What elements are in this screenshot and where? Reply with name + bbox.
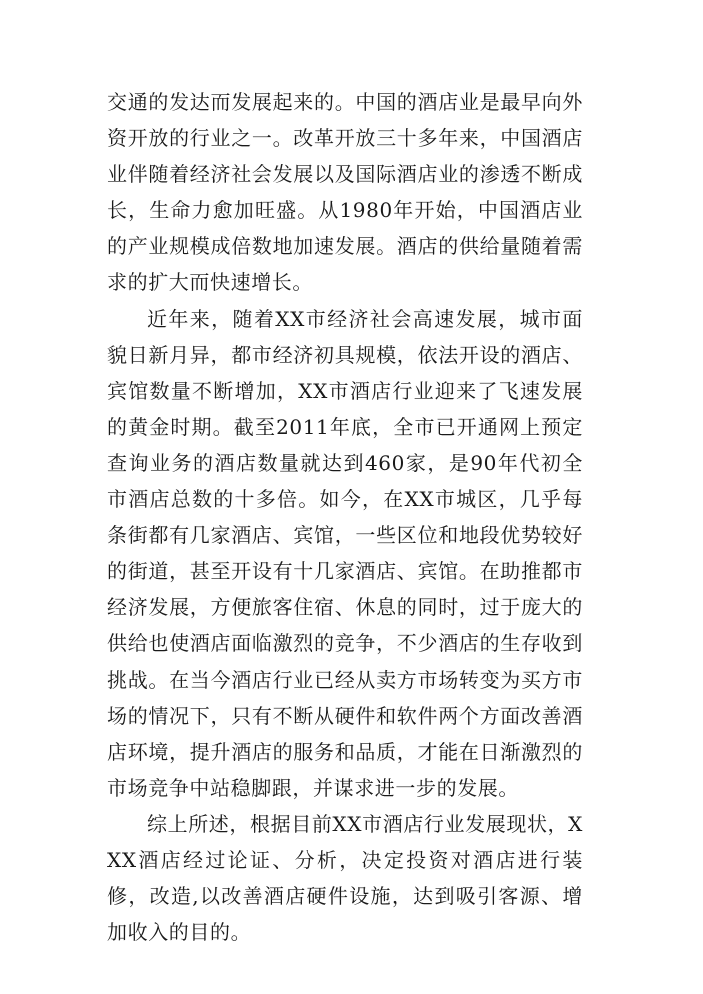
paragraph-renovation-decision: 综上所述，根据目前XX市酒店行业发展现状，XXX酒店经过论证、分析，决定投资对酒店进行装修，改造,以改善酒店硬件设施，达到吸引客源、增加收入的目的。 (107, 811, 583, 945)
paragraph-city-hotel-market: 近年来，随着XX市经济社会高速发展，城市面貌日新月异，都市经济初具规模，依法开设的酒店、宾馆数量不断增加，XX市酒店行业迎来了飞速发展的黄金时期。截至2011年底，全市已开通网上预定查询业务的酒店数量就达到460家，是90年代初全市酒店总数的十多倍。如今，在XX市城区，几乎每条街都有几家酒店、宾馆，一些区位和地段优势较好的街道，甚至开设有十几家酒店、宾馆。在助推都市经济发展，方便旅客住宿、休息的同时，过于庞大的供给也使酒店面临激烈的竞争，不少酒店的生存收到挑战。在当今酒店行业已经从卖方市场转变为买方市场的情况下，只有不断从硬件和软件两个方面改善酒店环境，提升酒店的服务和品质，才能在日渐激烈的市场竞争中站稳脚跟，并谋求进一步的发展。 (107, 306, 583, 800)
document-body (107, 84, 583, 950)
paragraph-hotel-industry-history: 交通的发达而发展起来的。中国的酒店业是最早向外资开放的行业之一。改革开放三十多年来，中国酒店业伴随着经济社会发展以及国际酒店业的渗透不断成长，生命力愈加旺盛。从1980年开始，中国酒店业的产业规模成倍数地加速发展。酒店的供给量随着需求的扩大而快速增长。 (107, 90, 583, 295)
